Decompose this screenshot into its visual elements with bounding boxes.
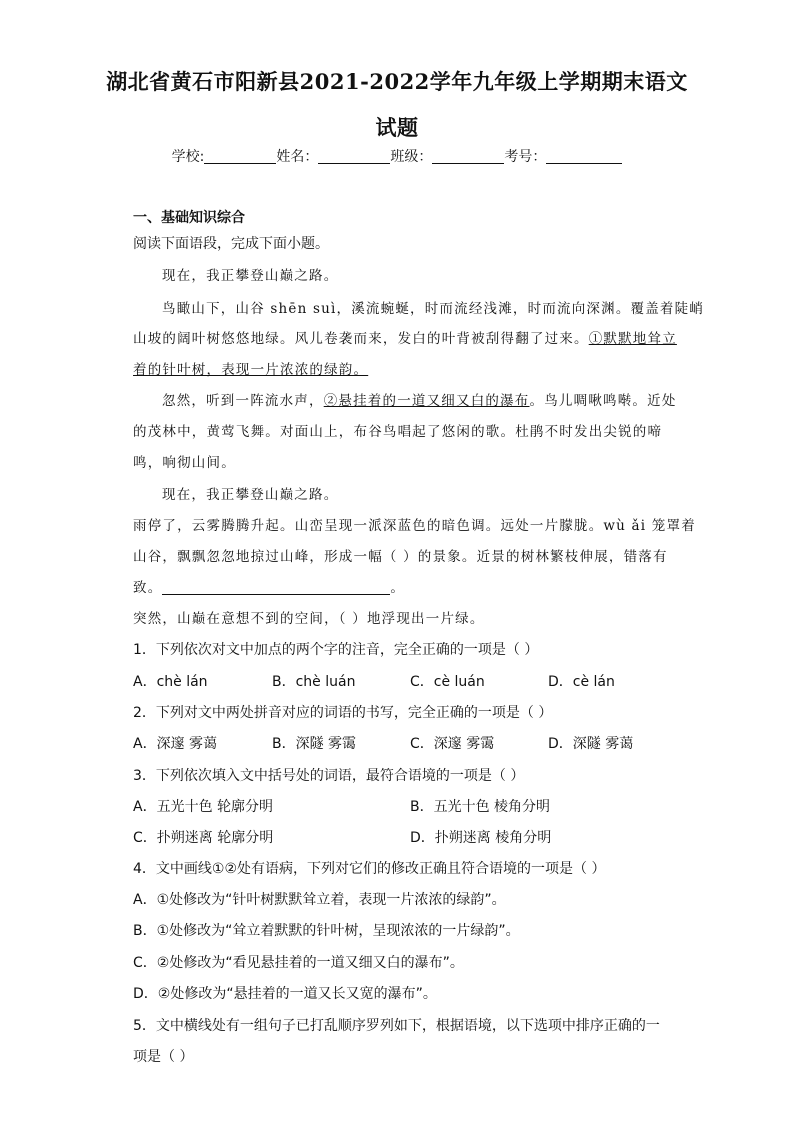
passage-para-2-line-2 (133, 327, 677, 347)
fill-in-blank[interactable] (162, 580, 390, 595)
question-2-option-b[interactable]: B．深隧 雾霭 (272, 736, 357, 752)
student-info-row (0, 146, 794, 166)
passage-para-4: 现在，我正攀登山巅之路。 (162, 487, 339, 503)
question-4-stem: 4．文中画线①②处有语病，下列对它们的修改正确且符合语境的一项是（ ） (133, 861, 606, 877)
class-blank[interactable] (432, 149, 504, 164)
question-1-option-d[interactable]: D．cè lán (548, 674, 615, 690)
question-3-option-c[interactable]: C．扑朔迷离 轮廓分明 (133, 830, 274, 846)
question-2-option-c[interactable]: C．深邃 雾霭 (410, 736, 495, 752)
school-blank[interactable] (204, 149, 276, 164)
question-3-option-d[interactable]: D．扑朔迷离 棱角分明 (410, 830, 552, 846)
question-4-option-c[interactable]: C．②处修改为“看见悬挂着的一道又细又白的瀑布”。 (133, 955, 464, 971)
question-2-option-a[interactable]: A．深邃 雾蔼 (133, 736, 218, 752)
underlined-sentence-1: ①默默地耸立 (588, 331, 677, 347)
underlined-sentence-2: ②悬挂着的一道又细又白的瀑布 (323, 393, 530, 409)
question-2-stem: 2．下列对文中两处拼音对应的词语的书写，完全正确的一项是（ ） (133, 705, 553, 721)
passage-text: 山坡的阔叶树悠悠地绿。风儿卷袭而来，发白的叶背被刮得翻了过来。 (133, 331, 589, 347)
passage-para-5-line-3 (133, 576, 405, 596)
name-label: 姓名： (276, 149, 319, 165)
exam-title-line2: 试题 (375, 115, 419, 140)
passage-para-6: 突然，山巅在意想不到的空间，（ ）地浮现出一片绿。 (133, 611, 485, 627)
question-2-option-d[interactable]: D．深隧 雾蔼 (548, 736, 634, 752)
passage-para-1: 现在，我正攀登山巅之路。 (162, 268, 339, 284)
question-5-stem-line-2: 项是（ ） (133, 1049, 194, 1065)
exam-no-blank[interactable] (546, 149, 622, 164)
instruction-text: 阅读下面语段，完成下面小题。 (133, 236, 329, 252)
question-3-stem: 3．下列依次填入文中括号处的词语，最符合语境的一项是（ ） (133, 768, 525, 784)
school-label: 学校: (171, 149, 205, 165)
passage-text: 忽然，听到一阵流水声， (162, 393, 324, 409)
passage-para-5-line-2: 山谷，飘飘忽忽地掠过山峰，形成一幅（ ）的景象。近景的树林繁枝伸展，错落有 (133, 549, 668, 565)
passage-para-3-line-1 (162, 389, 677, 409)
passage-para-3-line-2: 的茂林中，黄莺飞舞。对面山上，布谷鸟唱起了悠闲的歌。杜鹃不时发出尖锐的啼 (133, 424, 663, 440)
question-1-stem: 1．下列依次对文中加点的两个字的注音，完全正确的一项是（ ） (133, 642, 539, 658)
question-1-option-a[interactable]: A．chè lán (133, 674, 208, 690)
passage-text: 。鸟儿啁啾鸣啭。近处 (529, 393, 677, 409)
question-4-option-b[interactable]: B．①处修改为“耸立着默默的针叶树，呈现浓浓的一片绿韵”。 (133, 923, 520, 939)
underlined-sentence-1-cont: 着的针叶树，表现一片浓浓的绿韵。 (133, 362, 369, 378)
passage-text: 致。 (133, 580, 163, 596)
question-4-option-d[interactable]: D．②处修改为“悬挂着的一道又长又宽的瀑布”。 (133, 986, 437, 1002)
section-heading: 一、基础知识综合 (133, 210, 245, 226)
passage-text: 。 (390, 580, 406, 596)
question-1-option-c[interactable]: C．cè luán (410, 674, 485, 690)
exam-title-line1: 湖北省黄石市阳新县2021-2022学年九年级上学期期末语文 (106, 69, 688, 94)
name-blank[interactable] (318, 149, 390, 164)
passage-para-5-line-1: 雨停了，云雾腾腾升起。山峦呈现一派深蓝色的暗色调。远处一片朦胧。wù ǎi 笼罩着 (133, 518, 696, 534)
class-label: 班级： (390, 149, 433, 165)
question-3-option-a[interactable]: A．五光十色 轮廓分明 (133, 799, 274, 815)
question-4-option-a[interactable]: A．①处修改为“针叶树默默耸立着，表现一片浓浓的绿韵”。 (133, 892, 506, 908)
exam-no-label: 考号： (504, 149, 547, 165)
passage-para-2-line-1: 鸟瞰山下，山谷 shēn suì，溪流蜿蜒，时而流经浅滩，时而流向深渊。覆盖着陡峭 (162, 301, 705, 317)
question-3-option-b[interactable]: B．五光十色 棱角分明 (410, 799, 551, 815)
passage-para-3-line-3: 鸣，响彻山间。 (133, 455, 236, 471)
question-5-stem-line-1: 5．文中横线处有一组句子已打乱顺序罗列如下，根据语境，以下选项中排序正确的一 (133, 1018, 660, 1034)
question-1-option-b[interactable]: B．chè luán (272, 674, 356, 690)
